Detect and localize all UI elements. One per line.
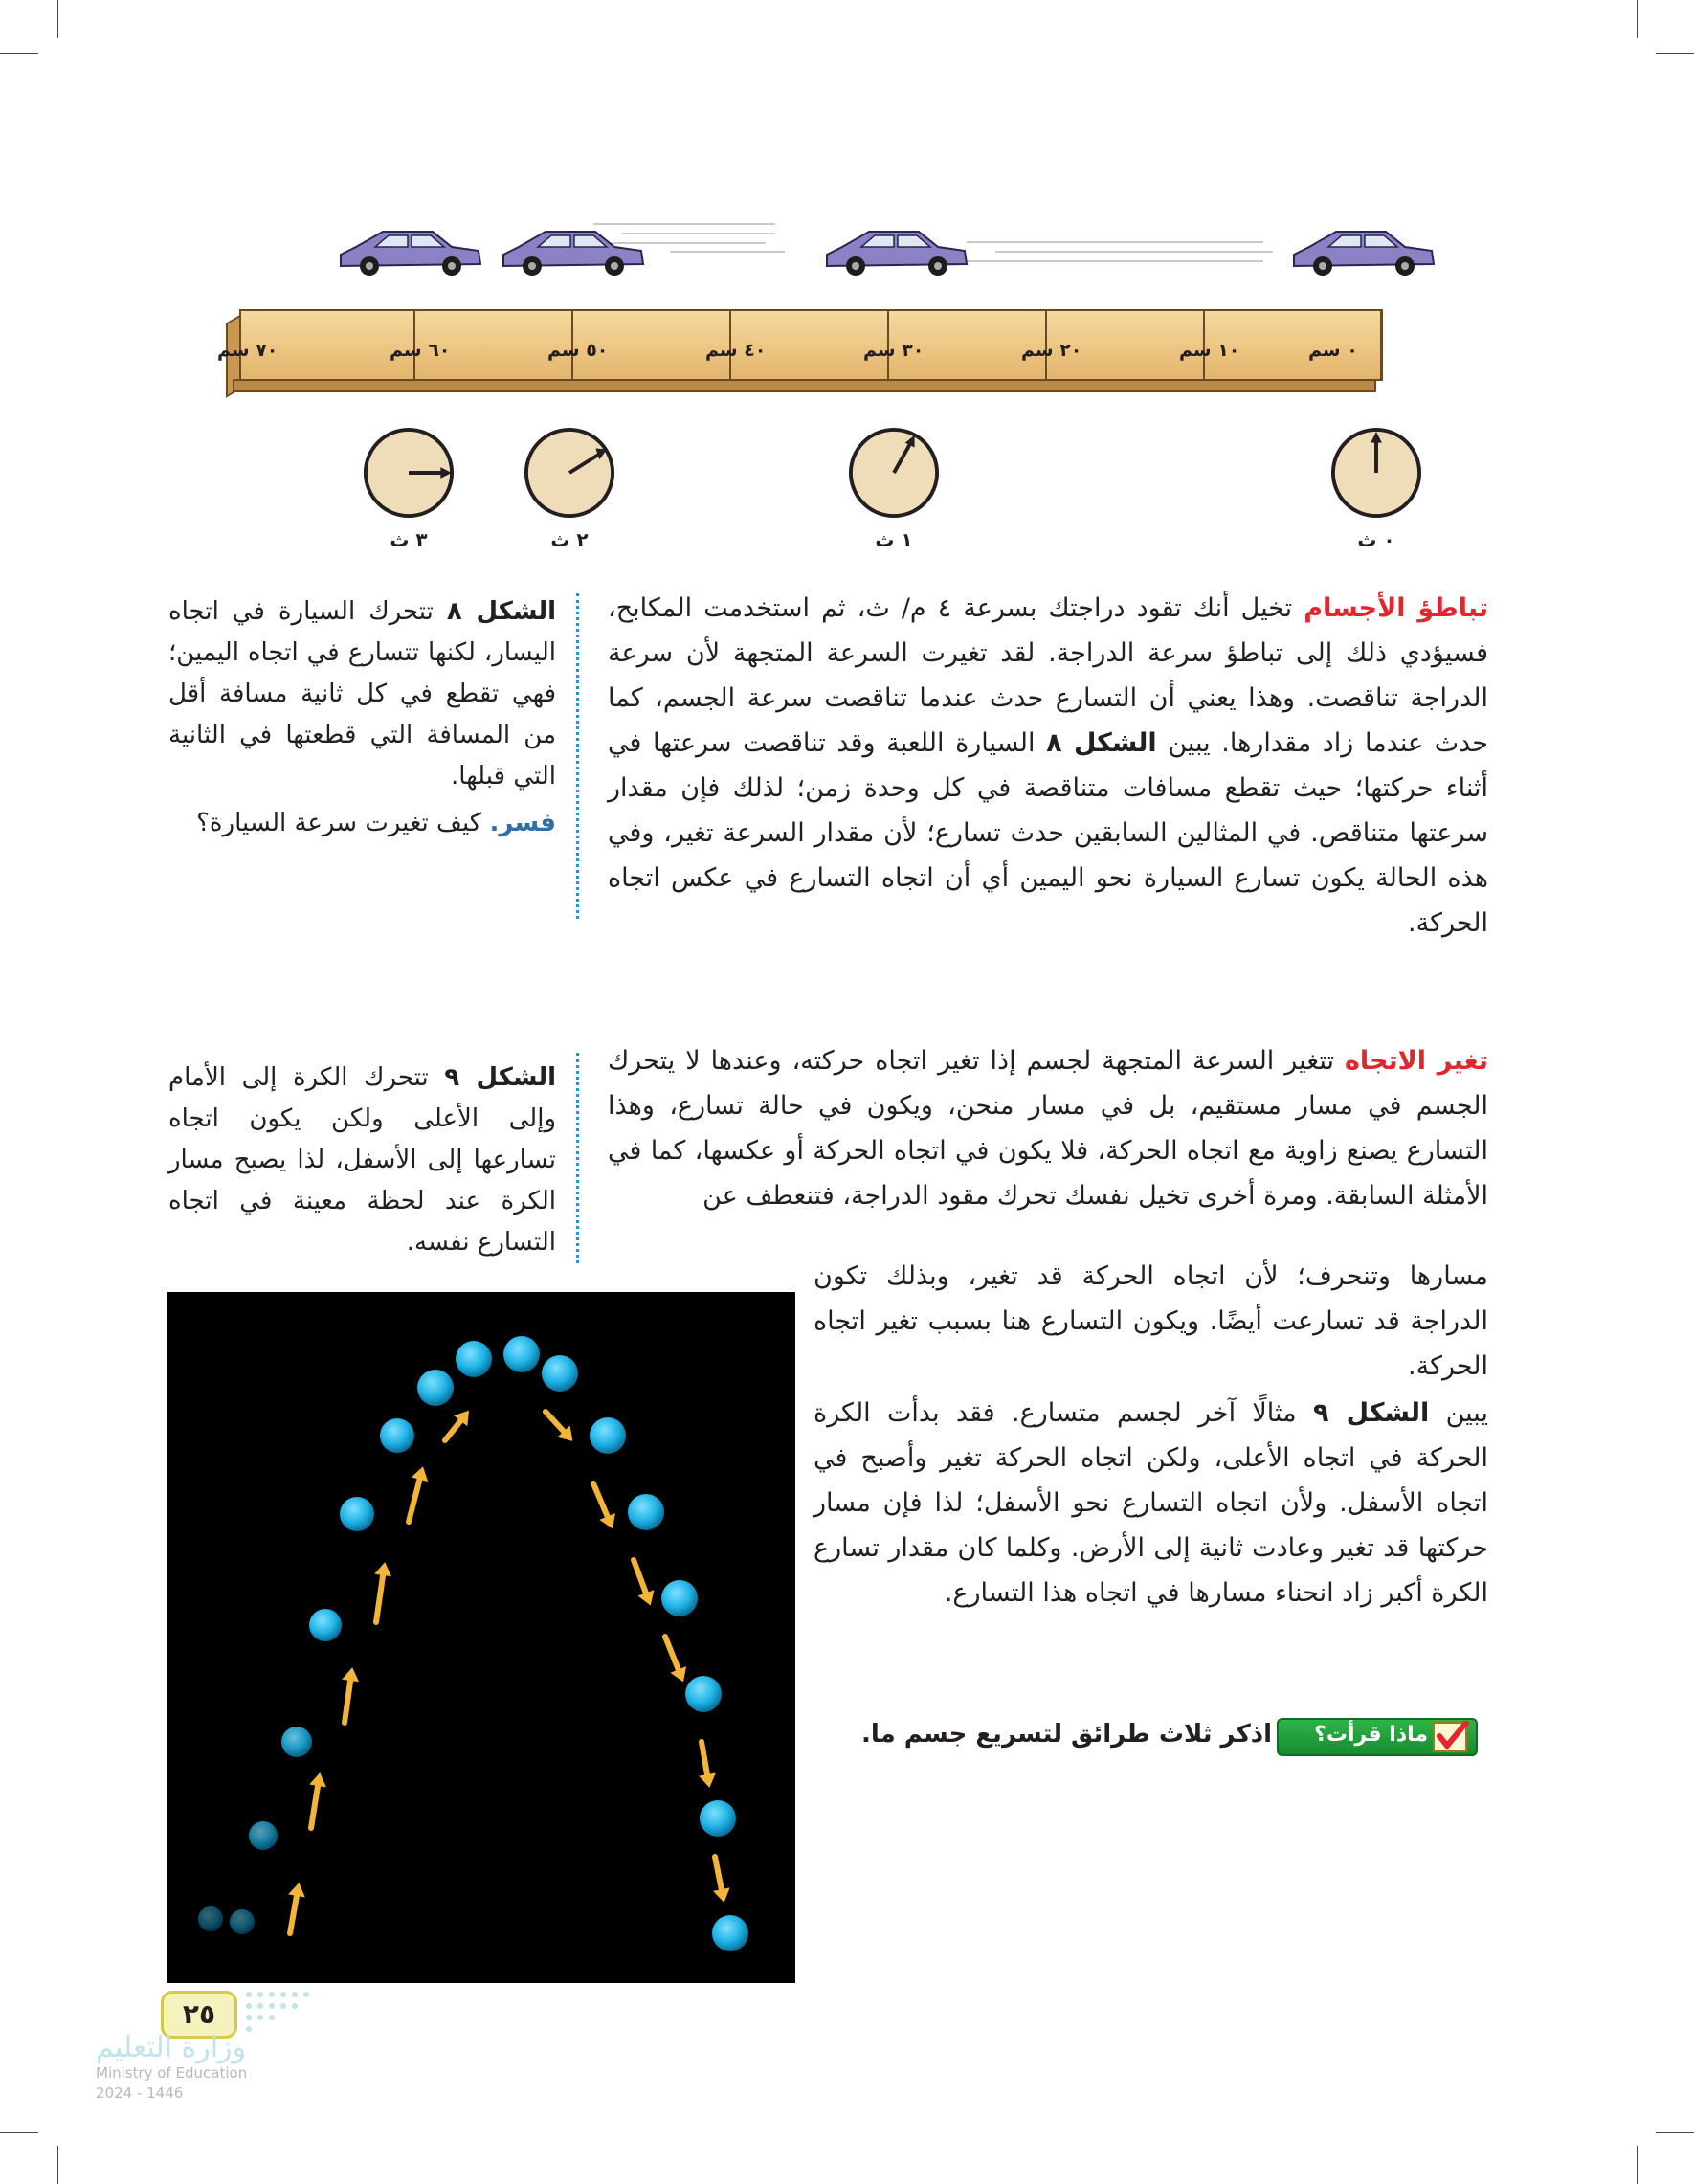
paragraph-text: السيارة اللعبة وقد تناقصت سرعتها في أثناء حركتها؛ حيث تقطع مسافات متناقصة في كل وحدة زمن؛ لذلك فإن مقدار سرعتها متناقص. في المثالين السابقين حدث تسارع؛ لأن مقدار السرعة تغير، وفي هذه الحالة يكون تسارع السيارة نحو اليمين أي أن اتجاه التسارع في عكس اتجاه الحركة. xyxy=(608,728,1488,938)
wooden-ruler xyxy=(217,309,1383,381)
ruler-label: ٥٠ سم xyxy=(547,340,609,361)
ministry-logo-text: وزارة التعليم xyxy=(96,2031,247,2064)
ruler-bottom xyxy=(233,379,1376,392)
acceleration-arrow-icon xyxy=(713,1857,730,1903)
acceleration-arrow-icon xyxy=(546,1412,572,1441)
ball-icon xyxy=(198,1906,223,1931)
reading-check-label: ماذا قرأت؟ xyxy=(1314,1723,1428,1747)
speed-line xyxy=(957,260,1263,262)
crop-mark xyxy=(57,2146,58,2184)
ruler-label: ٧٠ سم xyxy=(217,340,279,361)
speed-line xyxy=(593,223,775,225)
column-divider xyxy=(576,1053,579,1263)
acceleration-arrow-icon xyxy=(699,1742,716,1788)
figure-9-caption xyxy=(168,1058,556,1263)
edition-year: 2024 - 1446 xyxy=(96,2084,184,2102)
acceleration-arrow-icon xyxy=(288,1883,305,1933)
figure-9-photo xyxy=(167,1292,795,1983)
section-heading: تغير الاتجاه xyxy=(1344,1046,1488,1076)
ball-icon xyxy=(590,1417,626,1454)
paragraph-text: مثالًا آخر لجسم متسارع. فقد بدأت الكرة الحركة في اتجاه الأعلى، ولكن اتجاه الحركة تغير وأصبح في اتجاه الأسفل. ولأن اتجاه التسارع نحو الأسفل؛ لذا فإن مسار حركتها قد تغير وعادت ثانية إلى الأرض. وكلما كان مقدار تسارع الكرة أكبر زاد انحناء مسارها في اتجاه هذا التسارع. xyxy=(814,1398,1488,1608)
ball-icon xyxy=(249,1821,278,1850)
ball-icon xyxy=(685,1676,722,1712)
clock-icon xyxy=(523,426,616,520)
page-number: ٢٥ xyxy=(161,1991,237,2039)
crop-mark xyxy=(1656,53,1694,54)
ball-icon xyxy=(309,1609,342,1641)
ball-icon xyxy=(542,1355,578,1392)
speed-line xyxy=(670,251,785,253)
speed-line xyxy=(995,251,1273,253)
section-change-direction xyxy=(608,1038,1488,1218)
clock-label: ٣ ث xyxy=(390,528,428,551)
figure-reference: الشكل ٩ xyxy=(1312,1398,1430,1428)
ruler-label: ٣٠ سم xyxy=(863,340,925,361)
acceleration-arrow-icon xyxy=(634,1560,654,1605)
speed-line xyxy=(967,241,1263,243)
crop-mark xyxy=(1637,0,1638,38)
toy-car-icon xyxy=(821,226,972,279)
acceleration-arrow-icon xyxy=(445,1411,469,1440)
figure-8-caption xyxy=(168,591,556,844)
clock-label: ٢ ث xyxy=(550,528,589,551)
reading-check-badge xyxy=(1277,1718,1478,1756)
checkmark-icon xyxy=(1432,1721,1470,1753)
acceleration-arrow-icon xyxy=(342,1667,359,1723)
figure-reference: الشكل ٨ xyxy=(1046,728,1157,758)
acceleration-arrow-icon xyxy=(593,1483,615,1528)
bouncing-ball-figure xyxy=(167,1292,795,1983)
clock-icon xyxy=(362,426,456,520)
caption-tag: الشكل ٨ xyxy=(446,597,557,626)
acceleration-arrow-icon xyxy=(374,1562,391,1622)
ball-icon xyxy=(456,1341,492,1377)
ball-icon xyxy=(503,1336,540,1372)
toy-car-icon xyxy=(335,226,486,279)
crop-mark xyxy=(57,0,58,38)
ruler-label: ٢٠ سم xyxy=(1021,340,1082,361)
crop-mark xyxy=(1637,2146,1638,2184)
ruler-label: ١٠ سم xyxy=(1179,340,1240,361)
toy-car-icon xyxy=(498,226,649,279)
ball-icon xyxy=(661,1580,698,1616)
column-divider xyxy=(576,593,579,919)
clock-icon xyxy=(1329,426,1423,520)
ruler-label: ٦٠ سم xyxy=(390,340,451,361)
section-heading: تباطؤ الأجسام xyxy=(1304,593,1488,623)
paragraph-text: تتغير السرعة المتجهة لجسم إذا تغير اتجاه حركته، وعندها لا يتحرك الجسم في مسار مستقيم، بل في مسار منحن، ويكون في حالة تسارع، وهذا التسارع يصنع زاوية مع اتجاه الحركة، فلا يكون في اتجاه الحركة أو عكسها، كما في الأمثلة السابقة. ومرة أخرى تخيل نفسك تحرك مقود الدراجة، فتنعطف عن xyxy=(608,1046,1488,1211)
ball-icon xyxy=(700,1800,736,1837)
ruler-label: ٠ سم xyxy=(1308,340,1358,361)
ball-icon xyxy=(380,1418,414,1453)
caption-text: تتحرك الكرة إلى الأمام وإلى الأعلى ولكن يكون اتجاه تسارعها إلى الأسفل، لذا يصبح مسار الكرة عند لحظة معينة في اتجاه التسارع نفسه. xyxy=(168,1063,556,1257)
ball-icon xyxy=(417,1370,454,1406)
reading-check-question: اذكر ثلاث طرائق لتسريع جسم ما. xyxy=(861,1720,1273,1749)
ball-icon xyxy=(340,1497,374,1531)
ball-icon xyxy=(628,1494,664,1530)
crop-mark xyxy=(0,2132,38,2133)
acceleration-arrow-icon xyxy=(665,1637,686,1682)
ministry-logo-subtitle: Ministry of Education xyxy=(96,2064,248,2082)
paragraph-text: يبين xyxy=(1445,1398,1488,1428)
acceleration-arrow-icon xyxy=(409,1466,428,1522)
ruler-label: ٤٠ سم xyxy=(705,340,767,361)
crop-mark xyxy=(0,53,38,54)
ball-icon xyxy=(230,1909,255,1934)
ruler-tick xyxy=(1380,311,1382,381)
ball-icon xyxy=(712,1915,748,1951)
clock-label: ١ ث xyxy=(875,528,913,551)
ball-icon xyxy=(281,1727,312,1757)
section-slowing-down xyxy=(608,586,1488,946)
caption-text: تتحرك السيارة في اتجاه اليسار، لكنها تتسارع في اتجاه اليمين؛ فهي تقطع في كل ثانية مسافة أقل من المسافة التي قطعتها في الثانية التي قبلها. xyxy=(168,597,556,791)
section-change-direction-continued xyxy=(814,1254,1488,1616)
acceleration-arrow-icon xyxy=(309,1772,326,1828)
caption-tag: الشكل ٩ xyxy=(444,1063,556,1092)
clock-label: ٠ ث xyxy=(1357,528,1395,551)
caption-question: كيف تغيرت سرعة السيارة؟ xyxy=(196,809,482,837)
toy-car-icon xyxy=(1288,226,1439,279)
caption-question-tag: فسر. xyxy=(489,809,556,837)
crop-mark xyxy=(1656,2132,1694,2133)
paragraph-text: مسارها وتنحرف؛ لأن اتجاه الحركة قد تغير، وبذلك تكون الدراجة قد تسارعت أيضًا. ويكون التسارع هنا بسبب تغير اتجاه الحركة. xyxy=(814,1261,1488,1381)
paragraph-text: تخيل أنك تقود دراجتك بسرعة ٤ م/ ث، ثم استخدمت المكابح، فسيؤدي ذلك إلى تباطؤ سرعة الدراجة. لقد تغيرت السرعة المتجهة لأن سرعة الدراجة تناقصت. وهذا يعني أن التسارع حدث عندما تناقصت سرعة الجسم، كما حدث عندما زاد مقدارها. يبين xyxy=(608,593,1488,758)
clock-icon xyxy=(847,426,941,520)
